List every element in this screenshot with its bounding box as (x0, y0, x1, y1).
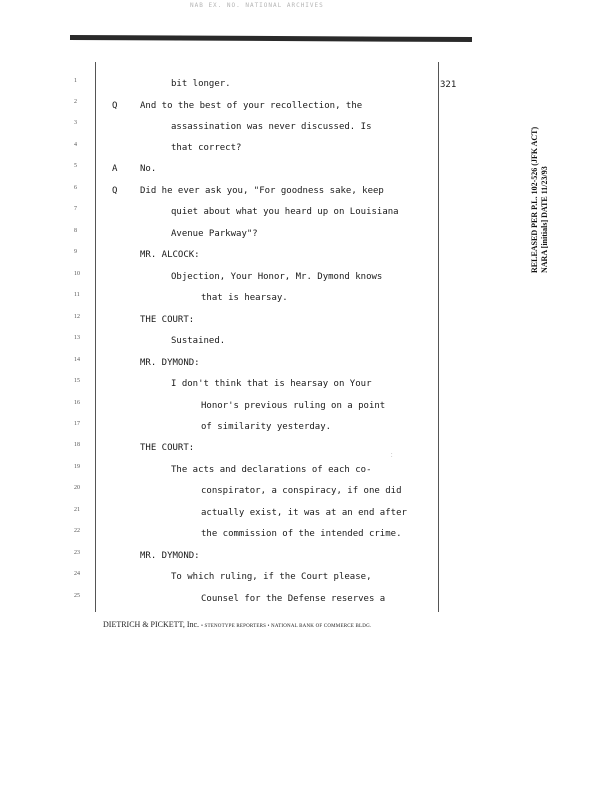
footer (103, 620, 443, 629)
speaker-mark: Q (112, 186, 118, 196)
transcript-line: THE COURT: (140, 315, 195, 325)
transcript-line: The acts and declarations of each co- (171, 465, 372, 475)
transcript-line: To which ruling, if the Court please, (171, 572, 372, 582)
line-number: 17 (74, 421, 80, 427)
line-number: 20 (74, 485, 80, 491)
transcript-line: Did he ever ask you, "For goodness sake, keep (140, 186, 384, 196)
transcript-line: that correct? (171, 143, 242, 153)
line-number: 14 (74, 357, 80, 363)
line-number: 6 (74, 185, 77, 191)
transcript-line: that is hearsay. (201, 293, 288, 303)
release-stamp-line1: RELEASED PER P.L. 102-526 (JFK ACT) (530, 126, 539, 273)
line-number: 25 (74, 593, 80, 599)
line-number: 10 (74, 271, 80, 277)
line-number: 8 (74, 228, 77, 234)
line-number: 16 (74, 400, 80, 406)
transcript-line: Honor's previous ruling on a point (201, 401, 386, 411)
release-stamp-line2: NARA [initials] DATE 11/23/93 (540, 166, 549, 273)
transcript-line: MR. DYMOND: (140, 358, 200, 368)
transcript-line: And to the best of your recollection, the (140, 101, 363, 111)
header-rule (70, 35, 472, 42)
stray-mark: ⁚ (391, 453, 393, 459)
line-number: 1 (74, 78, 77, 84)
line-number: 13 (74, 335, 80, 341)
transcript-line: bit longer. (171, 79, 231, 89)
transcript-line: actually exist, it was at an end after (201, 508, 407, 518)
line-number: 19 (74, 464, 80, 470)
line-number: 9 (74, 249, 77, 255)
transcript-line: MR. DYMOND: (140, 551, 200, 561)
transcript-line: Sustained. (171, 336, 226, 346)
line-number: 11 (74, 292, 80, 298)
faint-archive-stamp: NAB EX. NO. NATIONAL ARCHIVES (190, 2, 324, 9)
line-number: 22 (74, 528, 80, 534)
transcript-line: the commission of the intended crime. (201, 529, 402, 539)
line-number: 15 (74, 378, 80, 384)
reporter-details: • STENOTYPE REPORTERS • NATIONAL BANK OF COMMERCE BLDG. (201, 624, 372, 629)
transcript-line: I don't think that is hearsay on Your (171, 379, 372, 389)
speaker-mark: A (112, 164, 118, 174)
reporter-firm: DIETRICH & PICKETT, Inc. (103, 620, 200, 629)
line-number: 21 (74, 507, 80, 513)
line-number: 23 (74, 550, 80, 556)
transcript-line: No. (140, 164, 157, 174)
transcript-line: quiet about what you heard up on Louisiana (171, 207, 399, 217)
page-number: 321 (440, 80, 457, 90)
transcript-line: assassination was never discussed. Is (171, 122, 372, 132)
transcript-line: Counsel for the Defense reserves a (201, 594, 386, 604)
release-stamp (530, 126, 560, 273)
transcript-line: MR. ALCOCK: (140, 250, 200, 260)
transcript-line: Objection, Your Honor, Mr. Dymond knows (171, 272, 383, 282)
line-number: 5 (74, 163, 77, 169)
transcript-line: conspirator, a conspiracy, if one did (201, 486, 402, 496)
transcript-line: Avenue Parkway"? (171, 229, 258, 239)
line-number: 4 (74, 142, 77, 148)
transcript-line: of similarity yesterday. (201, 422, 332, 432)
line-number: 24 (74, 571, 80, 577)
line-number: 2 (74, 99, 77, 105)
line-number: 3 (74, 120, 77, 126)
transcript-line: THE COURT: (140, 443, 195, 453)
line-number: 7 (74, 206, 77, 212)
speaker-mark: Q (112, 101, 118, 111)
line-number: 12 (74, 314, 80, 320)
line-number: 18 (74, 442, 80, 448)
